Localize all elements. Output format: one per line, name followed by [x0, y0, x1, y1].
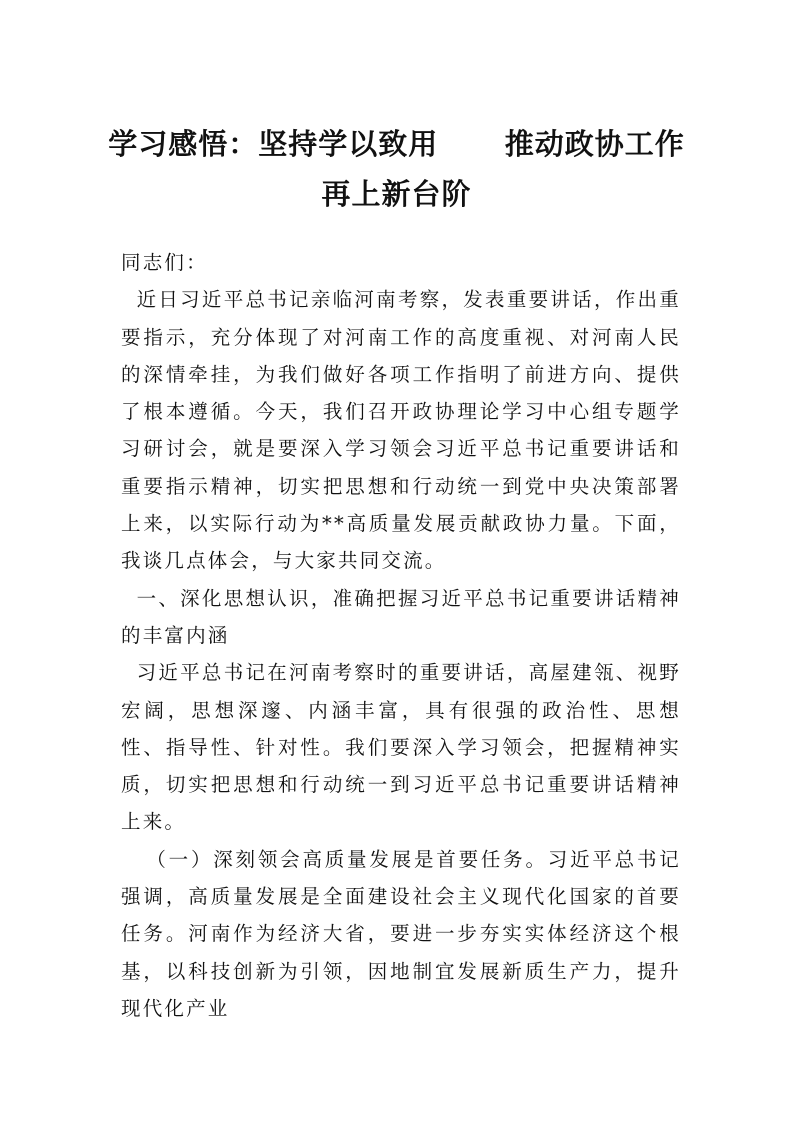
- paragraph-section-1: 习近平总书记在河南考察时的重要讲话，高屋建瓴、视野宏阔，思想深邃、内涵丰富，具有很强的政治性、思想性、指导性、针对性。我们要深入学习领会，把握精神实质，切实把思想和行动统一到习近平总书记重要讲话精神上来。: [121, 661, 681, 834]
- paragraph-intro: 近日习近平总书记亲临河南考察，发表重要讲话，作出重要指示，充分体现了对河南工作的高度重视、对河南人民的深情牵挂，为我们做好各项工作指明了前进方向、提供了根本遵循。今天，我们召开政协理论学习中心组专题学习研讨会，就是要深入学习领会习近平总书记重要讲话和重要指示精神，切实把思想和行动统一到党中央决策部署上来，以实际行动为**高质量发展贡献政协力量。下面，我谈几点体会，与大家共同交流。: [121, 288, 681, 573]
- document-body: [121, 244, 681, 1027]
- salutation: 同志们：: [121, 251, 208, 274]
- paragraph-subsection-1: （一）深刻领会高质量发展是首要任务。习近平总书记强调，高质量发展是全面建设社会主义现代化国家的首要任务。河南作为经济大省，要进一步夯实实体经济这个根基，以科技创新为引领，因地制宜发展新质生产力，提升现代化产业: [121, 847, 681, 1020]
- section-heading-1: 一、深化思想认识，准确把握习近平总书记重要讲话精神的丰富内涵: [121, 586, 681, 647]
- document-title-line-2: 再上新台阶: [321, 177, 472, 211]
- document-title-line-1: 学习感悟：坚持学以致用 推动政协工作: [108, 127, 685, 161]
